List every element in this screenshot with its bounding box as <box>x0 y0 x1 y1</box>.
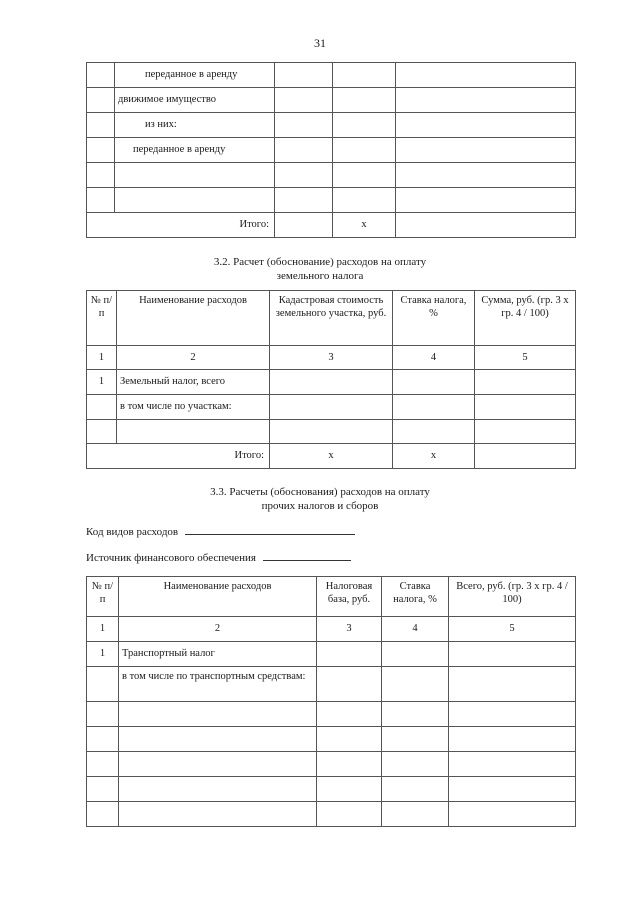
table-row <box>87 727 576 752</box>
row-number: 1 <box>87 642 119 667</box>
row-label: переданное в аренду <box>115 138 275 163</box>
column-numbers-row <box>87 346 576 370</box>
row-label: движимое имущество <box>115 88 275 113</box>
row-label <box>115 163 275 188</box>
table-row <box>87 642 576 667</box>
table-header-row <box>87 291 576 346</box>
funding-source-field <box>86 550 351 564</box>
land-tax-table <box>86 290 576 469</box>
col-number: 5 <box>475 346 576 370</box>
table-row <box>87 88 576 113</box>
property-tax-table-continuation <box>86 62 576 238</box>
row-label: в том числе по транспортным средствам: <box>119 667 317 702</box>
col-number: 2 <box>119 617 317 642</box>
section-32-title <box>0 255 640 284</box>
expense-code-label: Код видов расходов <box>86 526 179 538</box>
row-label: Земельный налог, всего <box>117 370 270 395</box>
funding-source-blank <box>263 550 351 561</box>
col-header: Ставка налога, % <box>393 291 475 346</box>
table-row <box>87 777 576 802</box>
col-header: № п/п <box>87 291 117 346</box>
expense-code-field <box>86 524 355 538</box>
row-label: переданное в аренду <box>115 63 275 88</box>
column-numbers-row <box>87 617 576 642</box>
other-taxes-table <box>86 576 576 827</box>
row-label: Транспортный налог <box>119 642 317 667</box>
total-label: Итого: <box>87 213 275 238</box>
table-row <box>87 188 576 213</box>
col-header: Всего, руб. (гр. 3 х гр. 4 / 100) <box>449 577 576 617</box>
total-mark: x <box>393 444 475 469</box>
table-row <box>87 802 576 827</box>
section-33-title-line2: прочих налогов и сборов <box>261 500 379 513</box>
row-number: 1 <box>87 370 117 395</box>
col-number: 1 <box>87 346 117 370</box>
table-row <box>87 138 576 163</box>
col-number: 5 <box>449 617 576 642</box>
total-label: Итого: <box>87 444 270 469</box>
col-number: 4 <box>393 346 475 370</box>
row-label <box>115 188 275 213</box>
col-header: Налоговая база, руб. <box>317 577 382 617</box>
table-header-row <box>87 577 576 617</box>
section-32-title-line2: земельного налога <box>276 270 364 283</box>
table-row <box>87 63 576 88</box>
section-33-title-line1: 3.3. Расчеты (обоснования) расходов на оплату <box>210 486 430 498</box>
total-mark: x <box>270 444 393 469</box>
total-mark: x <box>333 213 396 238</box>
row-label: из них: <box>115 113 275 138</box>
col-header: Кадастровая стоимость земельного участка, руб. <box>270 291 393 346</box>
col-number: 3 <box>317 617 382 642</box>
page-number: 31 <box>314 36 326 50</box>
col-header: Наименование расходов <box>119 577 317 617</box>
table-row <box>87 113 576 138</box>
col-header: № п/п <box>87 577 119 617</box>
col-number: 2 <box>117 346 270 370</box>
funding-source-label: Источник финансового обеспечения <box>86 552 256 564</box>
table-row <box>87 395 576 420</box>
col-header: Сумма, руб. (гр. 3 х гр. 4 / 100) <box>475 291 576 346</box>
section-33-title <box>0 485 640 514</box>
col-header: Ставка налога, % <box>382 577 449 617</box>
col-number: 1 <box>87 617 119 642</box>
col-header: Наименование расходов <box>117 291 270 346</box>
table-row <box>87 667 576 702</box>
table-row <box>87 702 576 727</box>
row-label: в том числе по участкам: <box>117 395 270 420</box>
table-row <box>87 163 576 188</box>
col-number: 3 <box>270 346 393 370</box>
table-row <box>87 752 576 777</box>
total-row <box>87 213 576 238</box>
section-32-title-line1: 3.2. Расчет (обоснование) расходов на оплату <box>213 256 427 268</box>
total-row <box>87 444 576 469</box>
col-number: 4 <box>382 617 449 642</box>
table-row <box>87 420 576 444</box>
table-row <box>87 370 576 395</box>
expense-code-blank <box>185 524 355 535</box>
